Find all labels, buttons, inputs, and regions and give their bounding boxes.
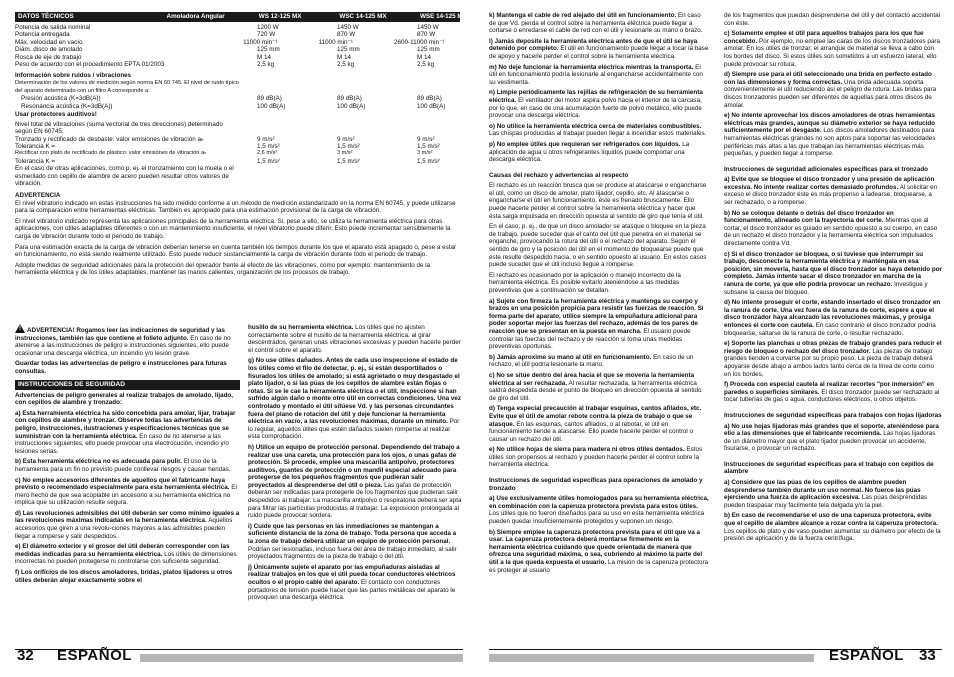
safety-item: m) No deje funcionar la herramienta eléctrica mientras la transporta. El útil en funcionamiento podría lesionarle al engancharse accidentalmente con su vestimenta. <box>489 63 703 86</box>
safety-item: e) No utilice hojas de sierra para madera ni otros útiles dentados. Estos útiles son propensos al rechazo y pueden hacerle perder el control sobre la herramienta eléctrica. <box>489 446 703 469</box>
noise-text: Determinación de los valores de medición según norma EN 60 745. El nivel de ruido típico del aparato determinado con un filtro A corresponde a: <box>15 79 239 94</box>
right-col-2 <box>724 12 942 646</box>
advertencia-title: ADVERTENCIA <box>15 192 61 200</box>
safety-item: a) No use hojas lijadoras más grandes que el soporte, ateniéndose para ello a las dimensiones que el fabricante recomienda. Las hojas lijadoras de un diámetro mayor que el plato lijador pueden provocar un accidente, fisurarse, o provocar un rechazo. <box>724 422 939 453</box>
page-number: 33 <box>919 647 936 664</box>
safety-item: f) Proceda con especial cautela al realizar recortes "por inmersión" en paredes o superficies similares. El disco tronzador puede ser rechazado al tocar tuberías de gas o agua, conductores eléctricos, u otros objetos. <box>724 381 940 404</box>
safety-item: d) No intente proseguir el corte, estando insertado el disco tronzador en la ranura de corte. Una vez fuera de la ranura de corte, espere a que el disco tronzador haya alcanzado las revoluciones máximas, y prosiga entonces el corte con cautela. En caso contrario el disco tronzador podría bloquearse, saltarse de la ranura de corte, o resultar rechazado. <box>724 299 941 337</box>
warning-block: ! ADVERTENCIA! Rogamos leer las indicaciones de seguridad y las instrucciones, también las que contiene el folleto adjunto. En caso de no atenerse a las instrucciones de peligro e instrucciones siguientes, ello puede ocasionar una descarga eléctrica, un incendio y/o lesión grave. <box>15 326 231 357</box>
specific-title: Instrucciones de seguridad específicas para operaciones de amolado y tronzado <box>489 477 703 492</box>
spec-row: Diám. disco de amolado 125 mm 125 mm 125 mm <box>15 46 440 54</box>
spec-block <box>15 12 467 322</box>
safety-item: b) No se coloque delante o detrás del disco tronzador en funcionamiento, alineado con la trayectoria del corte. Mientras que al cortar, el disco tronzador es guiado en sentido opuesto a su cuerpo, en caso de un rechazo el disco tronzador y la herramienta eléctrica son impulsados directamente contra Vd. <box>724 209 938 248</box>
left-col-1 <box>15 324 240 646</box>
advertencia-paragraph: Para una estimación exacta de la carga de vibración deberían tenerse en cuenta también los tiempos durante los que el aparato está apagado o, pese a estar en funcionamiento, no está siendo realmente utilizado. Esto puede reducir sustancialmente la carga de vibración durante todo el periodo de trabajo. <box>15 243 457 259</box>
safety-intro: Advertencias de peligro generales al realizar trabajos de amolado, lijado, con cepillos de alambre y tronzado: <box>15 391 234 407</box>
page-number: 32 <box>17 647 34 664</box>
spec-header: DATOS TÉCNICOS Amoladora Angular WS 12-125 MX WSC 14-125 MX WSE 14-125 MX <box>15 12 460 22</box>
footer-bar <box>489 654 814 662</box>
footer-bar <box>140 654 463 662</box>
spec-row: Potencia de salida nominal 1200 W 1450 W 1450 W <box>15 24 439 31</box>
safety-item: d) Tenga especial precaución al trabajar esquinas, cantos afilados, etc. Evite que el útil de amolar rebote contra la pieza de trabajo o que se atasque. En las esquinas, cantos afilados, o al rebotar, el útil en funcionamiento tiende a atascarse. Ello puede hacerle perder el control o causar un rechazo del útil. <box>489 405 702 443</box>
language-label: ESPAÑOL <box>829 647 904 664</box>
vibration-row: Tronzado y rectificado de desbaste: valor emisiones de vibración aₕ 9 m/s² 9 m/s² 9 m/s² <box>15 135 435 143</box>
safety-item: b) Esta herramienta eléctrica no es adecuada para pulir. El uso de la herramienta para un fin no previsto puede conllevar riesgos y causar heridas. <box>15 458 231 473</box>
safety-item: j) Únicamente sujete el aparato por las empuñaduras aisladas al realizar trabajos en los que el útil pueda tocar conductores eléctricos ocultos o el propio cable del aparato. El contacto con conductores portadores de tensión puede hacer que las partes metálicas del aparato le provoquen una descarga eléctrica. <box>248 563 456 602</box>
vibration-row: Tolerancia K = 1,5 m/s² 1,5 m/s² 1,5 m/s² <box>15 143 440 151</box>
advertencia-paragraph: El nivel vibratorio indicado en estas instrucciones ha sido medido conforme a un método de medición estandarizado en la norma EN 60745, y puede utilizarse para la comparación entre herramientas eléctricas. También es apropiado para una estimación provisional de la carga de vibración. <box>15 199 456 215</box>
safety-item: a) Considere que las púas de los cepillos de alambre pueden desprenderse también durante un uso normal. No fuerce las púas ejerciendo una fuerza de aplicación excesiva. Las púas desprendidas pueden traspasar muy fácilmente tela delgada y/o la piel. <box>724 479 928 509</box>
safety-item: c) No emplee accesorios diferentes de aquellos que el fabricante haya previsto o recomendado especialmente para esta herramienta eléctrica. El mero hecho de que sea acoplable un accesorio a su herramienta eléctrica no implica que su utilización resulte segura. <box>15 476 237 507</box>
spec-row: Máx. velocidad en vacío 11000 min⁻¹ 11000 min⁻¹ 2600-11000 min⁻¹ <box>15 38 445 46</box>
noise-row: Resonancia acústica (K=3dB(A)) 100 dB(A) 100 dB(A) 100 dB(A) <box>21 102 446 110</box>
vibration-row: Rectificar con plato de rectificado de plástico: valor emisiones de vibración aₕ 2,6 m/s² 3 m/s² 3 m/s² <box>15 150 433 157</box>
spec-row: Peso de acuerdo con el procedimiento EPTA 01/2003 2,5 kg 2,5 kg 2,5 kg <box>15 60 435 68</box>
safety-item: o) No utilice la herramienta eléctrica cerca de materiales combustibles. Las chispas producidas al trabajar pueden llegar a incendiar estos materiales. <box>489 122 707 138</box>
safety-item: g) No use útiles dañados. Antes de cada uso inspeccione el estado de los útiles como el filo de detectar, p. ej., si están desportillados o fisurados los útiles de amolado; si está agrietado o muy desgastado el plato lijador, o si las púas de los cepillos de alambre están flojas o rotas. Si se le cae la herramienta eléctrica o el útil, inspeccione si han sufrido algún daño o monte otro útil en correctas condiciones. Una vez controlado y montado el útil sitúese Vd. y las personas circundantes fuera del plano de rotación del útil y deje funcionar la herramienta eléctrica en vacío, a las revoluciones máximas, durante un minuto. Por lo regular, aquellos útiles que estén dañados suelen romperse al realizar esta comprobación. <box>248 357 462 441</box>
noise-title: Información sobre ruidos / vibraciones <box>15 72 132 80</box>
safety-item: a) Esta herramienta eléctrica ha sido concebida para amolar, lijar, trabajar con cepillos de alambre y tronzar. Observe todas las advertencias de peligro, instrucciones, ilustraciones y especificaciones técnicas que se suministran con la herramienta eléctrica. En caso de no atenerse a las instrucciones siguientes, ello puede provocar una electrocución, incendio y/o lesiones serias. <box>15 409 236 455</box>
right-col-1 <box>489 12 709 646</box>
safety-item: f) Los orificios de los discos amoladores, bridas, platos lijadores u otros útiles deberán alojar exactamente sobre el <box>15 569 233 584</box>
right-footer <box>489 649 942 662</box>
safety-item: d) Las revoluciones admisibles del útil deberán ser como mínimo iguales a las revoluciones máximas indicadas en la herramienta eléctrica. Aquellos accesorios que giren a una revolu-ciones mayores a las admisibles pueden llegar a romperse y salir despedidos. <box>15 509 240 540</box>
spec-row: Potencia entregada 720 W 870 W 870 W <box>15 31 436 39</box>
safety-item: e) No intente aprovechar los discos amoladores de otras herramientas eléctricas más grandes, aunque su diámetro exterior se haya reducido suficientemente por el desgaste. Los discos amoladores destinados para herramientas eléctricas grandes no son aptos para soportar las velocidades periféricas más altas a las que trabajan las herramientas eléctricas más pequeñas, y pueden llegar a romperse. <box>724 112 936 158</box>
safety-item: a) Use exclusivamente útiles homologados para su herramienta eléctrica, en combinación con la caperuza protectora prevista para estos útiles. Los útiles que no fueron diseñados para su uso en esta herramienta eléctrica pueden quedar insuficientemente protegidos y suponen un riesgo. <box>489 495 709 526</box>
safety-item: k) Mantenga el cable de red alejado del útil en funcionamiento. En caso de que Vd. pierda el control sobre la herramienta eléctrica puede llegar a cortarse o enredarse el cable de red con el útil y lesionarle su mano o brazo. <box>489 12 703 35</box>
safety-item: d) Siempre use para el útil seleccionado una brida en perfecto estado con las dimensiones y forma correctas. Una brida adecuada soporta convenientemente el útil reduciendo así el peligro de rotura. Las bridas para discos tronzadores pueden ser diferentes de aquellas para otros discos de amolar. <box>724 71 937 109</box>
warning-keep: Guardar todas las advertencias de peligro e instrucciones para futuras consultas. <box>15 360 227 375</box>
safety-item: husillo de su herramienta eléctrica. Los útiles que no ajusten correctamente sobre el husillo de la herramienta eléctrica, al girar descentrados, generan unas vibraciones excesivas y pueden hacerle perder el control sobre el aparato. <box>248 324 461 354</box>
left-col-2 <box>248 324 463 646</box>
wire-title: Instrucciones de seguridad específicas para el trabajo con cepillos de alambre <box>724 460 934 476</box>
right-page <box>477 0 954 677</box>
safety-item: c) Si el disco tronzador se bloquea, o si tuviese que interrumpir su trabajo, desconecte la herramienta eléctrica y manténgala en esa posición, sin moverla, hasta que el disco tronzador se haya detenido por completo. Jamás intente sacar el disco tronzador en marcha de la ranura de corte, ya que ello podría provocar un rechazo. Investigue y subsane la causa del bloqueo. <box>724 250 942 296</box>
safety-item: b) Siempre emplee la caperuza protectora prevista para el útil que va a usar. La caperuza protectora deberá montarse firmemente en la herramienta eléctrica cuidando que quede orientada de manera que ofrezca una seguridad máxima, o sea, cubriendo al máximo la parte del útil a la que queda expuesta el usuario. La misión de la caperuza protectora es proteger al usuario <box>489 528 709 574</box>
safety-item: c) Solamente emplee el útil para aquellos trabajos para los que fue concebido. Por ejemplo, no emplee las caras de los discos tronzadores para amolar. En los útiles de tronzar, el arranque de material se lleva a cabo con los bordes del disco. Si estos útiles son sometidos a un esfuerzo lateral, ello puede provocar su rotura. <box>724 30 940 68</box>
protect-note: Usar protectores auditivos! <box>15 110 97 118</box>
safety-item: c) No se sitúe dentro del área hacia el que se movería la herramienta eléctrica al ser rechazada. Al resultar rechazada, la herramienta eléctrica saldrá despedida desde el punto de bloqueo en dirección opuesta al sentido de giro del útil. <box>489 371 702 402</box>
sand-title: Instrucciones de seguridad específicas para trabajos con hojas lijadoras <box>724 411 942 419</box>
rebound-title: Causas del rechazo y advertencias al respecto <box>489 171 629 179</box>
brush-note: En el caso de otras aplicaciones, como p. ej. el tronzamiento con la muela o el esmerilado con cepillo de alambre de acero pueden resultar otros valores de vibración. <box>15 165 234 188</box>
warning-icon: ! <box>15 324 25 333</box>
spec-row: Rosca de eje de trabajo M 14 M 14 M 14 <box>15 53 431 61</box>
rebound-paragraph: El rechazo es un reacción brusca que se produce al atascarse o engancharse el útil, como un disco de amolar, plato lijador, cepillo, etc. Al atascarse o engancharse el útil en funcionamiento, éste es frenado bruscamente. Ello puede hacerle perder el control sobre la herramienta eléctrica y hacer que ésta salga impulsada en dirección opuesta al sentido de giro que tenía el útil. <box>489 182 707 220</box>
rebound-paragraph: El rechazo es ocasionado por la aplicación o manejo incorrecto de la herramienta eléctrica. Es posible evitarlo ateniéndose a las medidas preventivas que a continuación se detallan. <box>489 271 681 294</box>
safety-item: p) No emplee útiles que requieran ser refrigerados con líquidos. La aplicación de agua u otros refrigerantes líquidos puede comportar una descarga eléctrica. <box>489 140 690 164</box>
safety-item-cont: de los fragmentos que puedan desprenderse del útil y del contacto accidental con éste. <box>724 12 940 27</box>
safety-item: i) Cuide que las personas en las inmediaciones se mantengan a suficiente distancia de la zona de trabajo. Toda persona que acceda a la zona de trabajo deberá utilizar un equipo de protección personal. Podrían ser lesionadas, incluso fuera del área de trabajo inmediato, al salir proyectados fragmentos de la pieza de trabajo o del útil. <box>248 522 457 561</box>
vibration-row: Tolerancia K = 1,5 m/s² 1,5 m/s² 1,5 m/s² <box>15 157 440 165</box>
left-footer <box>15 649 463 662</box>
advertencia-paragraph: Adopte medidas de seguridad adicionales para la protección del operador frente al efecto de las vibraciones, como por ejemplo: mantenimiento de la herramienta eléctrica y de los útiles adaptables, mantener las manos calientes, organización de los procesos de trabajo. <box>15 261 431 277</box>
safety-item: l) Jamás deposite la herramienta eléctrica antes de que el útil se haya detenido por completo. El útil en funcionamiento puede llegar a tocar la base de apoyo y hacerle perder el control sobre la herramienta eléctrica. <box>489 37 709 60</box>
safety-item: a) Evite que se bloquee el disco tronzador y una presión de aplicación excesiva. No intente realizar cortes demasiado profundos. Al solicitar en exceso el disco tronzador éste es más propenso a ladearse, bloquearse, a ser rechazado, o a romperse. <box>724 176 938 207</box>
safety-item: a) Sujete con firmeza la herramienta eléctrica y mantenga su cuerpo y brazos en una posición propicia para resistir las fuerzas de reacción. Si forma parte del aparato, utilice siempre la empuñadura adicional para poder soportar mejor las fuerzas del rechazo, además de los pares de reacción que se presentan en la puesta en marcha. El usuario puede controlar las fuerzas del rechazo y de reacción si toma unas medidas preventivas oportunas. <box>489 297 704 351</box>
safety-item: e) El diámetro exterior y el grosor del útil deberán corresponder con las medidas indicadas para su herramienta eléctrica. Los útiles de dimensiones incorrectas no pueden protegerse ni controlarse con suficiente seguridad. <box>15 543 237 566</box>
cut-title: Instrucciones de seguridad adicionales específicas para el tronzado <box>724 165 929 173</box>
safety-item: b) Jamás aproxime su mano al útil en funcionamiento. En caso de un rechazo, el útil podría lesionarle la mano. <box>489 353 694 369</box>
noise-row: Presión acústica (K=3dB(A)) 89 dB(A) 89 dB(A) 89 dB(A) <box>21 95 442 103</box>
vibration-text: Nivel total de vibraciones (suma vectorial de tres direcciones) determinado según EN 60745. <box>15 120 223 136</box>
safety-header: INSTRUCCIONES DE SEGURIDAD <box>15 380 240 390</box>
advertencia-paragraph: El nivel vibratorio indicado representa las aplicaciones principales de la herramienta eléctrica. Si, pese a ello, se utiliza la herramienta eléctrica para otras aplicaciones, con útiles adaptables diferentes o con un mantenimiento insuficiente, el nivel vibratorio puede diferir. Esto puede incrementar sensiblemente la carga de vibración durante todo el periodo de trabajo. <box>15 217 451 240</box>
rebound-paragraph: En el caso, p. ej., de que un disco amolador se atasque o bloquee en la pieza de trabajo, puede suceder que el canto del útil que penetra en el material se enganche, provocando la rotura del útil o el rechazo del aparato. Según el sentido de giro y la posición del útil en el momento de bloquearse puede que éste resulte despedido hacia, o en sentido opuesto al usuario. En estos casos puede suceder que el útil incluso llegue a romperse. <box>489 223 707 269</box>
safety-item: h) Utilice un equipo de protección personal. Dependiendo del trabajo a realizar use una careta, una protección para los ojos, o unas gafas de protección. Si procede, emplee una mascarilla antipolvo, protectores auditivos, guantes de protección o un mandil especial adecuado para protegerse de los pequeños fragmentos que pudieran salir proyectados al desprenderse del útil o pieza. Las gafas de protección deberán ser indicadas para protegerle de los fragmentos que pudieran salir despedidos al trabajar. La mascarilla antipolvo o respiratoria deberá ser apta para filtrar las partículas producidas al trabajar. La exposición prolongada al ruido puede provocar sordera. <box>248 443 462 520</box>
safety-item: e) Soporte las planchas u otras piezas de trabajo grandes para reducir el riesgo de bloqueo o rechazo del disco tronzador. Las piezas de trabajo grandes tienden a curvarse por su propio peso. La pieza de trabajo deberá apoyarse desde abajo a ambos lados tanto cerca de la línea de corte como en los bordes. <box>724 340 942 378</box>
safety-item: n) Limpie periódicamente las rejillas de refrigeración de su herramienta eléctrica. El ventilador del motor aspira polvo hacia el interior de la carcasa, por lo que, en caso de una acumulación fuerte de polvo metálico, ello puede provocar una descarga eléctrica. <box>489 89 703 120</box>
safety-item: b) En caso de recomendarse el uso de una caperuza protectora, evite que el cepillo de alambre alcance a rozar contra la caperuza protectora. Los cepillos de plato y de vaso pueden aumentar su diámetro por efecto de la presión de aplicación y de la fuerza centrífuga. <box>724 512 941 543</box>
language-label: ESPAÑOL <box>57 647 132 664</box>
